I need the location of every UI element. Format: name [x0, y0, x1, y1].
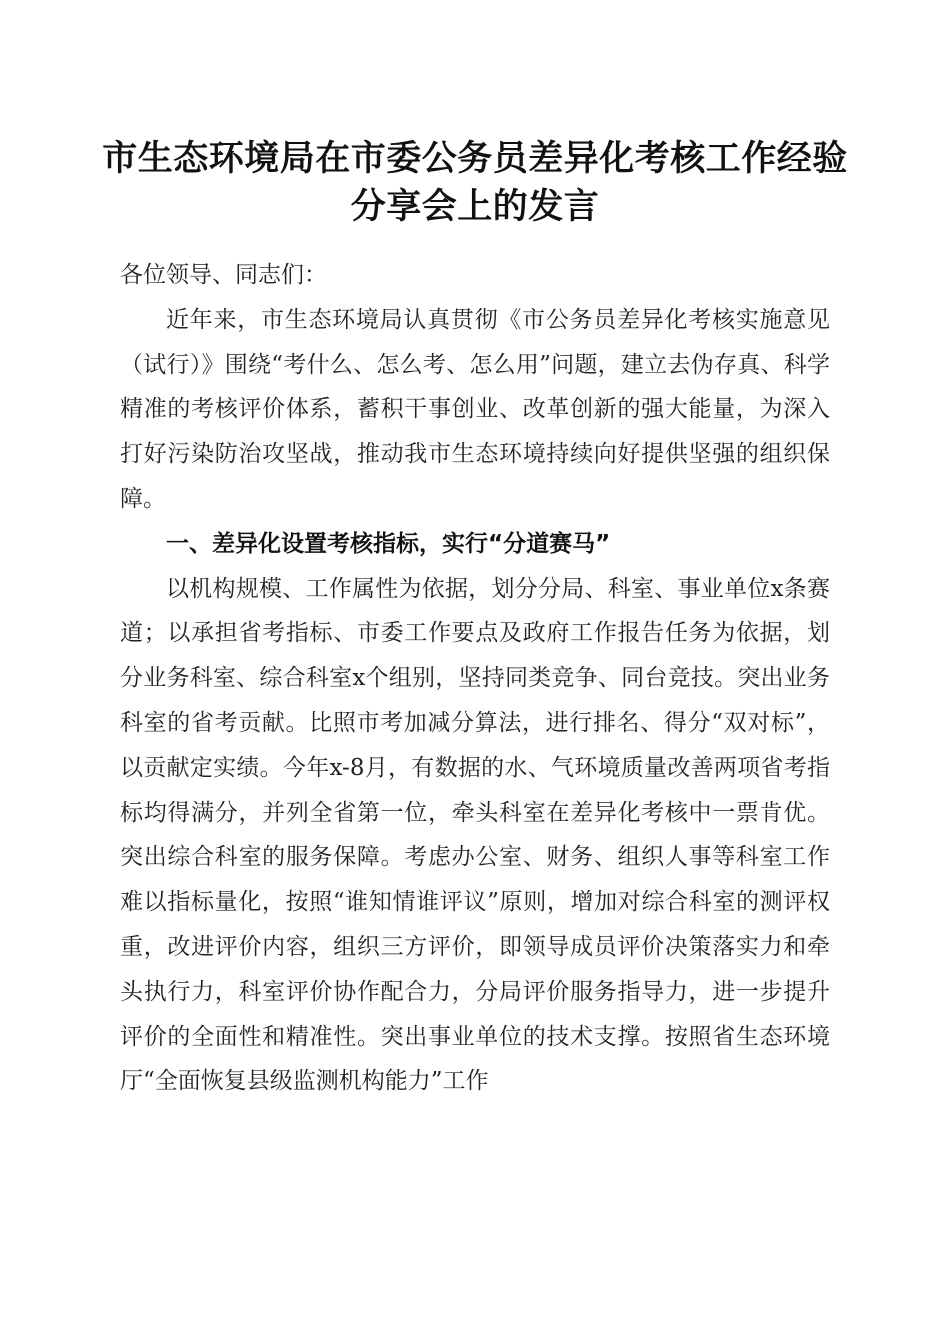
intro-paragraph: 近年来，市生态环境局认真贯彻《市公务员差异化考核实施意见（试行）》围绕“考什么、怎么考、怎么用”问题，建立去伪存真、科学精准的考核评价体系，蓄积干事创业、改革创新的强大能量，为深入打好污染防治攻坚战，推动我市生态环境持续向好提供坚强的组织保障。: [120, 306, 830, 512]
section-1-paragraph: 以机构规模、工作属性为依据，划分分局、科室、事业单位x条赛道；以承担省考指标、市委工作要点及政府工作报告任务为依据，划分业务科室、综合科室x个组别，坚持同类竞争、同台竞技。突出业务科室的省考贡献。比照市考加减分算法，进行排名、得分“双对标”，以贡献定实绩。今年x-8月，有数据的水、气环境质量改善两项省考指标均得满分，并列全省第一位，牵头科室在差异化考核中一票肯优。突出综合科室的服务保障。考虑办公室、财务、组织人事等科室工作难以指标量化，按照“谁知情谁评议”原则，增加对综合科室的测评权重，改进评价内容，组织三方评价，即领导成员评价决策落实力和牵头执行力，科室评价协作配合力，分局评价服务指导力，进一步提升评价的全面性和精准性。突出事业单位的技术支撑。按照省生态环境厅“全面恢复县级监测机构能力”工作: [120, 575, 830, 1095]
salutation: 各位领导、同志们：: [120, 262, 327, 288]
document-body: [120, 253, 830, 1104]
document-title: 市生态环境局在市委公务员差异化考核工作经验分享会上的发言: [102, 138, 848, 227]
section-heading-1: 一、差异化设置考核指标，实行“分道赛马”: [166, 530, 611, 557]
